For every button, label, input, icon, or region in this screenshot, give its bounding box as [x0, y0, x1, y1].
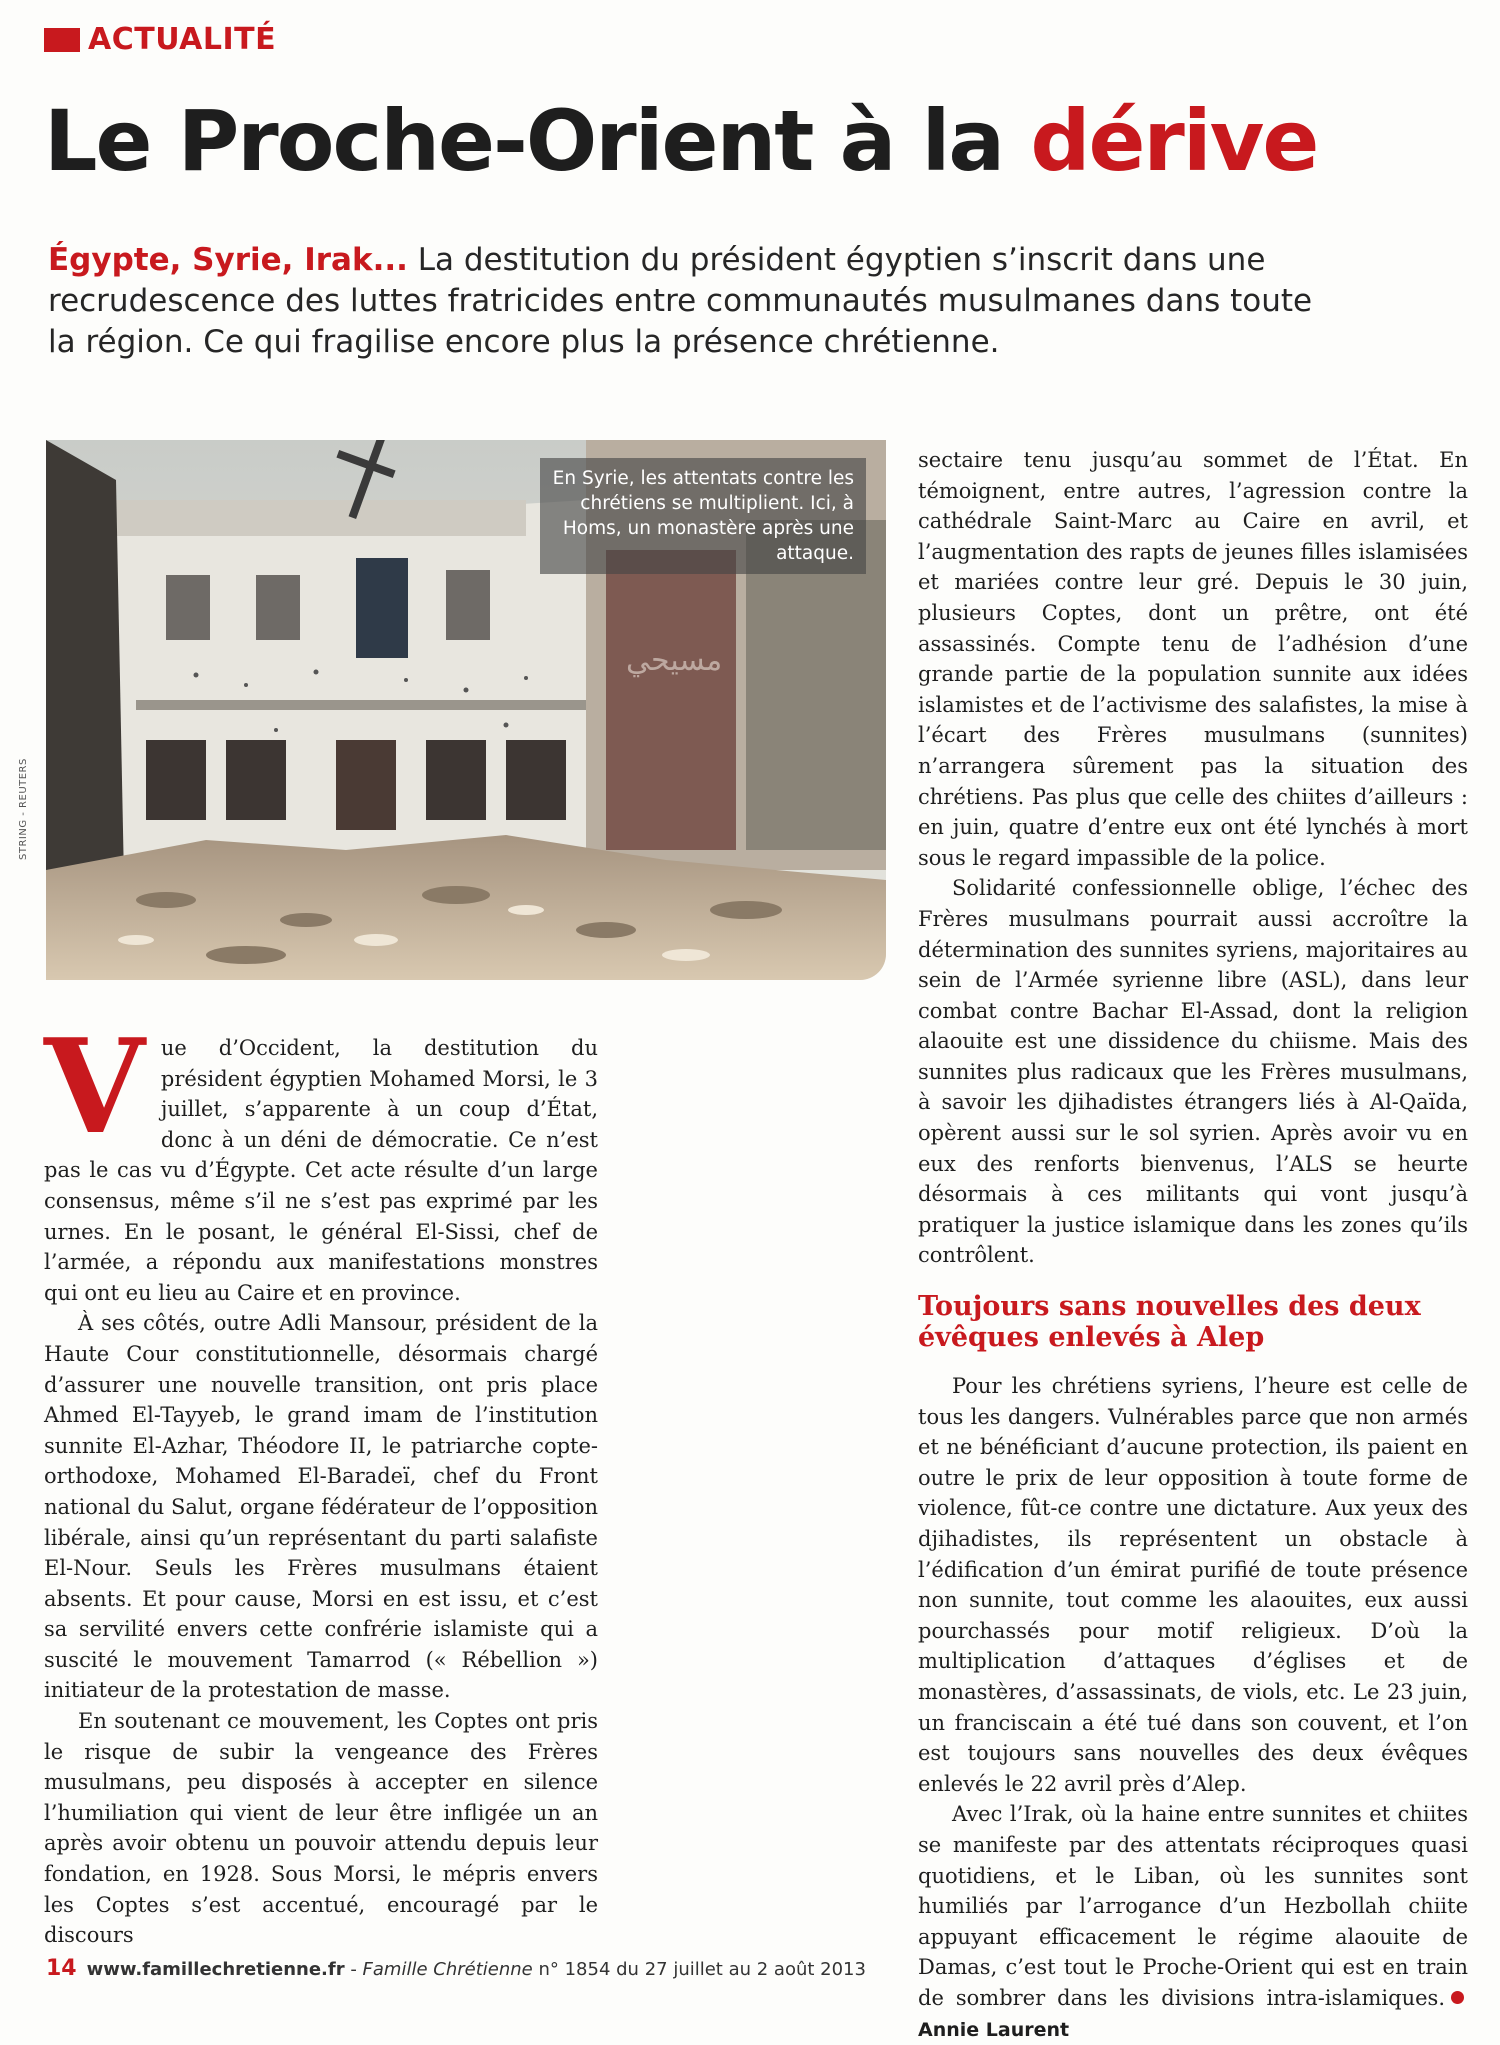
photo-credit: STRING - REUTERS: [18, 758, 29, 860]
paragraph-4: sectaire tenu jusqu’au sommet de l’État. En témoignent, entre autres, l’agression contre la cathédrale Saint-Marc au Caire en avril, et l’augmentation des rapts de jeunes filles islamisées et mariées contre leur gré. Depuis le 30 juin, plusieurs Coptes, dont un prêtre, ont été assassinés. Compte tenu de l’adhésion d’une grande partie de la population sunnite aux idées islamistes et de l’activisme des salafistes, la mise à l’écart des Frères musulmans (sunnites) n’arrangera sûrement pas la situation des chrétiens. Pas plus que celle des chiites d’ailleurs : en juin, quatre d’entre eux ont été lynchés à mort sous le regard impassible de la police.: [918, 448, 1468, 870]
section-square-icon: [44, 28, 80, 52]
section-label: ACTUALITÉ: [88, 22, 277, 57]
paragraph-1: Vue d’Occident, la destitution du président égyptien Mohamed Morsi, le 3 juillet, s’apparente à un coup d’État, donc à un déni de démocratie. Ce n’est pas le cas vu d’Égypte. Cet acte résulte d’un large consensus, même s’il ne s’est pas exprimé par les urnes. En le posant, le général El-Sissi, chef de l’armée, a répondu aux manifestations monstres qui ont eu lieu au Caire et en province.: [44, 1010, 598, 1305]
paragraph-6: Pour les chrétiens syriens, l’heure est celle de tous les dangers. Vulnérables parce que non armés et ne bénéficiant d’aucune protection, ils paient en outre le prix de leur opposition à toute forme de violence, fût-ce contre une dictature. Aux yeux des djihadistes, ils représentent un obstacle à l’édification d’un émirat purifié de toute présence non sunnite, tout comme les alaouites, eux aussi pourchassés pour motif religieux. D’où la multiplication d’attaques d’églises et de monastères, d’assassinats, de viols, etc. Le 23 juin, un franciscain a été tué dans son couvent, et l’on est toujours sans nouvelles des deux évêques enlevés le 22 avril près d’Alep.: [918, 1374, 1468, 1796]
author-name: Annie Laurent: [918, 2018, 1070, 2041]
headline-main: Le Proche-Orient à la: [44, 92, 1004, 190]
column-left: [44, 1010, 598, 1951]
drop-cap: V: [44, 1010, 145, 1163]
headline-highlight: dérive: [1030, 92, 1318, 190]
standfirst: [48, 240, 1348, 363]
magazine-name: Famille Chrétienne: [362, 1959, 533, 1980]
page-number: 14: [46, 1956, 77, 1981]
column-right: [918, 445, 1468, 2045]
footer-separator: -: [344, 1959, 363, 1980]
photo-caption: En Syrie, les attentats contre les chrétiens se multiplient. Ici, à Homs, un monastère après une attaque.: [540, 458, 866, 574]
paragraph-5: Solidarité confessionnelle oblige, l’échec des Frères musulmans pourrait aussi accroître la détermination des sunnites syriens, majoritaires au sein de l’Armée syrienne libre (ASL), dans leur combat contre Bachar El-Assad, dont la religion alaouite est une dissidence du chiisme. Mais des sunnites plus radicaux que les Frères musulmans, à savoir les djihadistes étrangers liés à Al-Qaïda, opèrent aussi sur le sol syrien. Après avoir vu en eux des renforts bienvenus, l’ALS se heurte désormais à ces militants qui vont jusqu’à pratiquer la justice islamique dans les zones qu’ils contrôlent.: [918, 876, 1468, 1268]
svg-text:ﻣﺴﻴﺤﻲ: ﻣﺴﻴﺤﻲ: [626, 643, 723, 678]
headline: [44, 92, 1317, 190]
standfirst-lead: Égypte, Syrie, Irak...: [48, 242, 408, 278]
paragraph-3: En soutenant ce mouvement, les Coptes ont pris le risque de subir la vengeance des Frères musulmans, peu disposés à accepter en silence l’humiliation qui vient de leur être infligée un an après avoir obtenu un pouvoir attendu depuis leur fondation, en 1928. Sous Morsi, le mépris envers les Coptes s’est accentué, encouragé par le discours: [44, 1709, 598, 1948]
issue-info: n° 1854 du 27 juillet au 2 août 2013: [532, 1959, 866, 1980]
page-footer: [46, 1956, 866, 1981]
subheading: Toujours sans nouvelles des deux évêques enlevés à Alep: [918, 1291, 1421, 1354]
standfirst-text: La destitution du président égyptien s’inscrit dans une recrudescence des luttes fratricides entre communautés musulmanes dans toute la région. Ce qui fragilise encore plus la présence chrétienne.: [48, 242, 1313, 360]
footer-url[interactable]: www.famillechretienne.fr: [86, 1959, 345, 1980]
section-header: [44, 22, 276, 57]
end-bullet-icon: [1451, 1991, 1464, 2004]
paragraph-2: À ses côtés, outre Adli Mansour, président de la Haute Cour constitutionnelle, désormais chargé d’assurer une nouvelle transition, ont pris place Ahmed El-Tayyeb, le grand imam de l’institution sunnite El-Azhar, Théodore II, le patriarche copte-orthodoxe, Mohamed El-Baradeï, chef du Front national du Salut, organe fédérateur de l’opposition libérale, ainsi qu’un représentant du parti salafiste El-Nour. Seuls les Frères musulmans étaient absents. Et pour cause, Morsi en est issu, et c’est sa servilité envers cette confrérie islamiste qui a suscité le mouvement Tamarrod (« Rébellion ») initiateur de la protestation de masse.: [44, 1311, 598, 1703]
paragraph-7: Avec l’Irak, où la haine entre sunnites et chiites se manifeste par des attentats réciproques quasi quotidiens, et le Liban, où les sunnites sont humiliés par l’arrogance d’un Hezbollah chiite appuyant efficacement le régime alaouite de Damas, c’est tout le Proche-Orient qui est en train de sombrer dans les divisions intra-islamiques.Annie Laurent: [918, 1802, 1468, 2041]
